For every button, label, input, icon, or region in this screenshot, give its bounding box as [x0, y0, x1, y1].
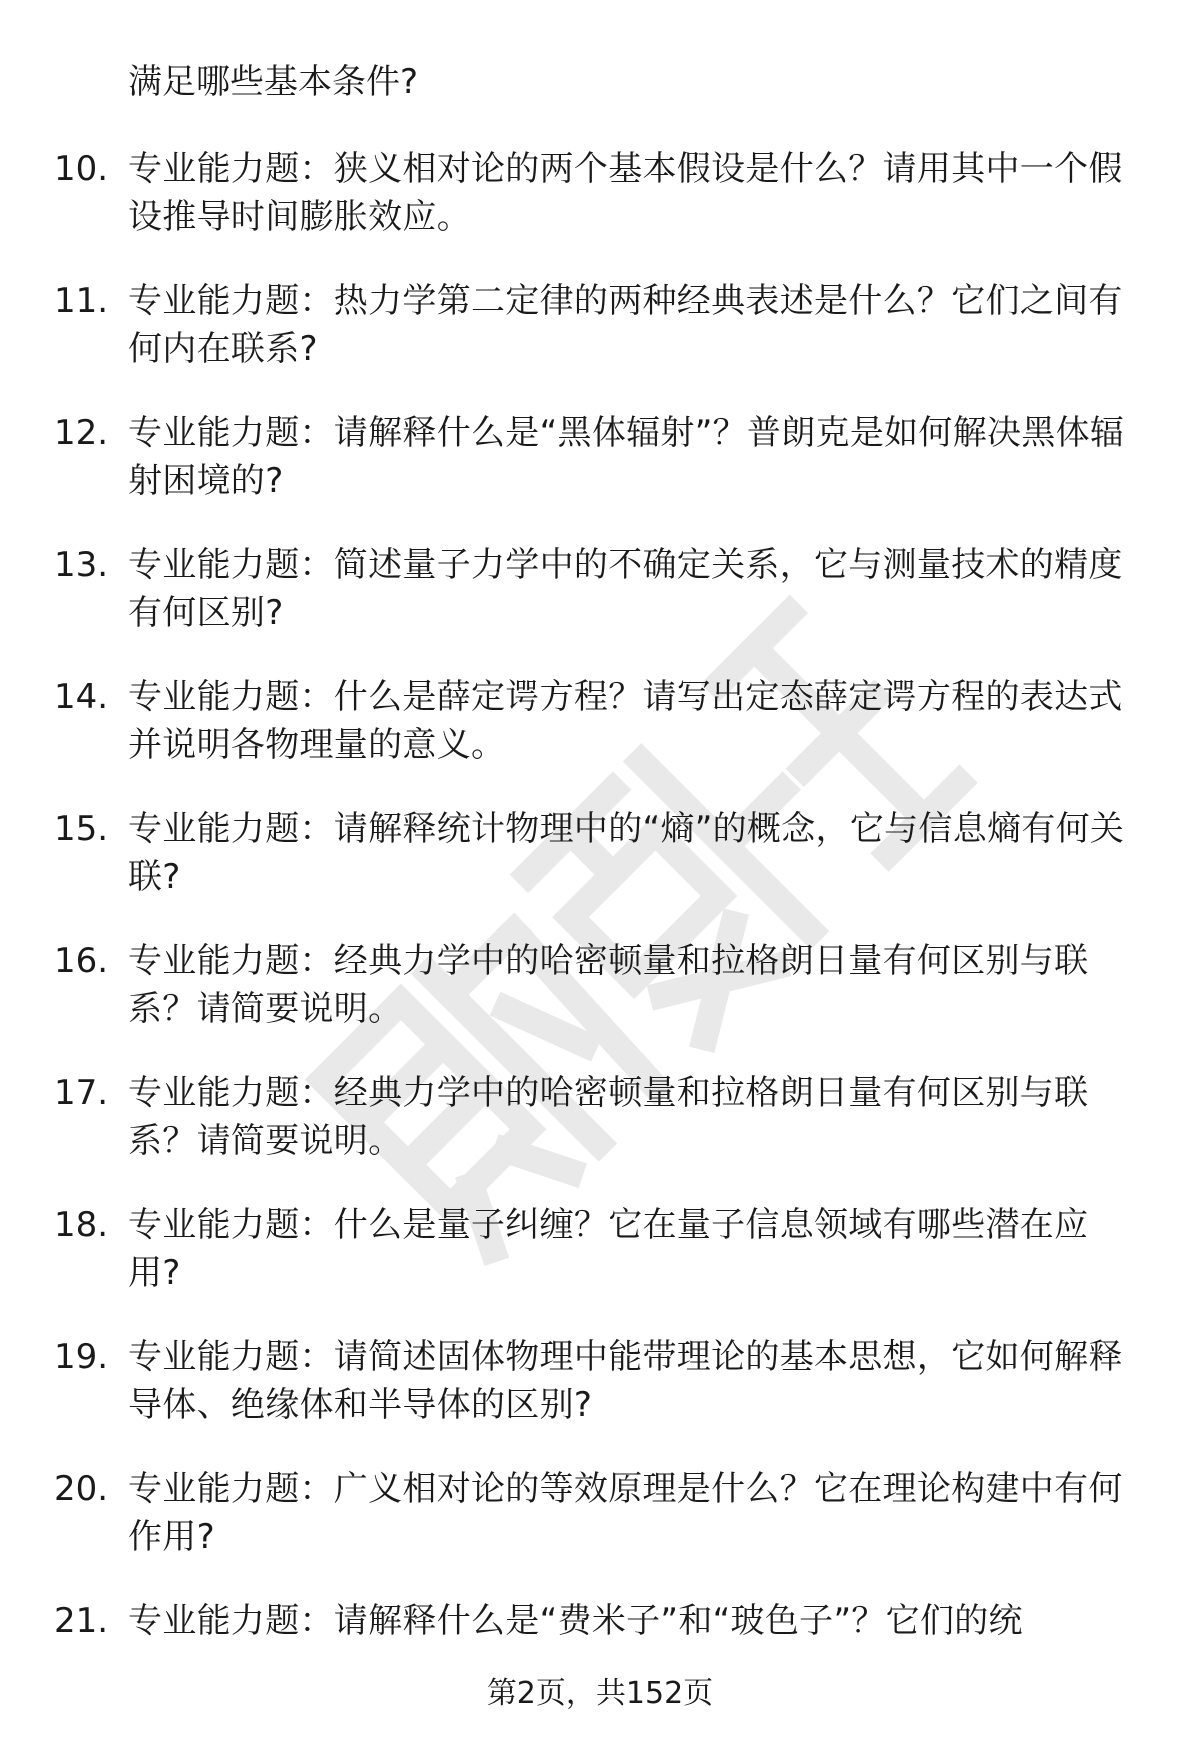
question-text: 专业能力题：请解释统计物理中的“熵”的概念，它与信息熵有何关联? [128, 809, 1125, 897]
question-number: 20. [54, 1469, 109, 1509]
question-text: 专业能力题：广义相对论的等效原理是什么？它在理论构建中有何作用? [128, 1469, 1123, 1557]
question-item [0, 277, 1200, 409]
question-number: 13. [54, 545, 109, 585]
question-text: 专业能力题：什么是量子纠缠？它在量子信息领域有哪些潜在应用? [128, 1205, 1089, 1293]
question-number: 21. [54, 1601, 109, 1641]
question-number: 18. [54, 1205, 109, 1245]
question-item [0, 409, 1200, 541]
question-text: 专业能力题：简述量子力学中的不确定关系，它与测量技术的精度有何区别? [128, 545, 1123, 633]
question-number: 10. [54, 149, 109, 189]
question-text: 专业能力题：狭义相对论的两个基本假设是什么？请用其中一个假设推导时间膨胀效应。 [128, 149, 1123, 237]
question-number: 19. [54, 1337, 109, 1377]
question-number: 12. [54, 413, 109, 453]
question-item [0, 937, 1200, 1069]
question-text: 专业能力题：什么是薛定谔方程？请写出定态薛定谔方程的表达式并说明各物理量的意义。 [128, 677, 1123, 765]
question-item [0, 145, 1200, 277]
question-item [0, 541, 1200, 673]
question-text: 专业能力题：请解释什么是“黑体辐射”？普朗克是如何解决黑体辐射困境的? [128, 413, 1125, 501]
question-item [0, 1201, 1200, 1333]
question-number: 16. [54, 941, 109, 981]
question-text: 专业能力题：请简述固体物理中能带理论的基本思想，它如何解释导体、绝缘体和半导体的区别? [128, 1337, 1123, 1425]
question-item [0, 805, 1200, 937]
question-list [0, 145, 1200, 1729]
question-number: 11. [54, 281, 109, 321]
question-number: 14. [54, 677, 109, 717]
question-text: 专业能力题：请解释什么是“费米子”和“玻色子”？它们的统 [128, 1601, 1023, 1641]
question-item [0, 1333, 1200, 1465]
question-text: 专业能力题：经典力学中的哈密顿量和拉格朗日量有何区别与联系？请简要说明。 [128, 941, 1089, 1029]
question-text: 专业能力题：经典力学中的哈密顿量和拉格朗日量有何区别与联系？请简要说明。 [128, 1073, 1089, 1161]
question-text: 专业能力题：热力学第二定律的两种经典表述是什么？它们之间有何内在联系? [128, 281, 1123, 369]
question-number: 17. [54, 1073, 109, 1113]
question-number: 15. [54, 809, 109, 849]
question-item [0, 1069, 1200, 1201]
question-item [0, 673, 1200, 805]
continuation-text: 满足哪些基本条件? [128, 62, 419, 102]
question-item [0, 1465, 1200, 1597]
page-number: 第2页，共152页 [486, 1676, 714, 1711]
